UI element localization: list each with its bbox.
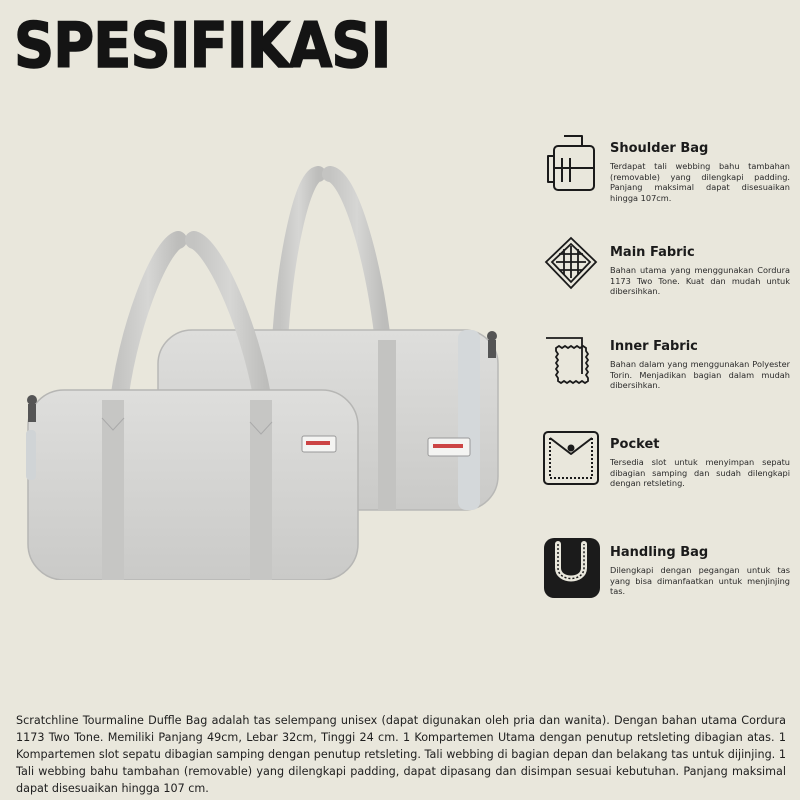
feature-desc: Dilengkapi dengan pegangan untuk tas yang bisa dimanfaatkan untuk menjinjing tas. bbox=[610, 565, 790, 597]
duffle-bags-image bbox=[18, 160, 518, 580]
feature-desc: Bahan utama yang menggunakan Cordura 1173 Two Tone. Kuat dan mudah untuk dibersihkan. bbox=[610, 265, 790, 297]
feature-title: Handling Bag bbox=[610, 545, 709, 560]
feature-list bbox=[540, 128, 790, 608]
shoulder-bag-icon bbox=[540, 128, 602, 194]
feature-title: Inner Fabric bbox=[610, 339, 698, 354]
feature-desc: Terdapat tali webbing bahu tambahan (removable) yang dilengkapi padding. Panjang maksimal dapat disesuaikan hingga 107cm. bbox=[610, 161, 790, 203]
pocket-icon bbox=[540, 424, 602, 490]
handling-bag-icon bbox=[540, 532, 602, 598]
feature-desc: Bahan dalam yang menggunakan Polyester Torin. Menjadikan bagian dalam mudah dibersihkan. bbox=[610, 359, 790, 391]
page-title: SPESIFIKASI bbox=[14, 9, 391, 82]
product-description: Scratchline Tourmaline Duffle Bag adalah tas selempang unisex (dapat digunakan oleh pria dan wanita). Dengan bahan utama Cordura 1173 Two Tone. Memiliki Panjang 49cm, Lebar 32cm, Tinggi 24 cm. 1 Kompartemen Utama dengan penutup retsleting dibagian atas. 1 Kompartemen slot sepatu dibagian samping dengan penutup retsleting. Tali webbing di bagian depan dan belakang tas untuk dijinjing. 1 Tali webbing bahu tambahan (removable) yang dilengkapi padding, dapat dipasang dan disimpan sesuai kebutuhan. Panjang maksimal dapat disesuaikan hingga 107 cm. bbox=[16, 714, 786, 795]
feature-desc: Tersedia slot untuk menyimpan sepatu dibagian samping dan sudah dilengkapi dengan retsleting. bbox=[610, 457, 790, 489]
inner-fabric-icon bbox=[540, 326, 602, 392]
front-bag bbox=[26, 240, 358, 580]
feature-title: Pocket bbox=[610, 437, 660, 452]
feature-title: Main Fabric bbox=[610, 245, 695, 260]
feature-title: Shoulder Bag bbox=[610, 141, 709, 156]
main-fabric-icon bbox=[540, 232, 602, 298]
